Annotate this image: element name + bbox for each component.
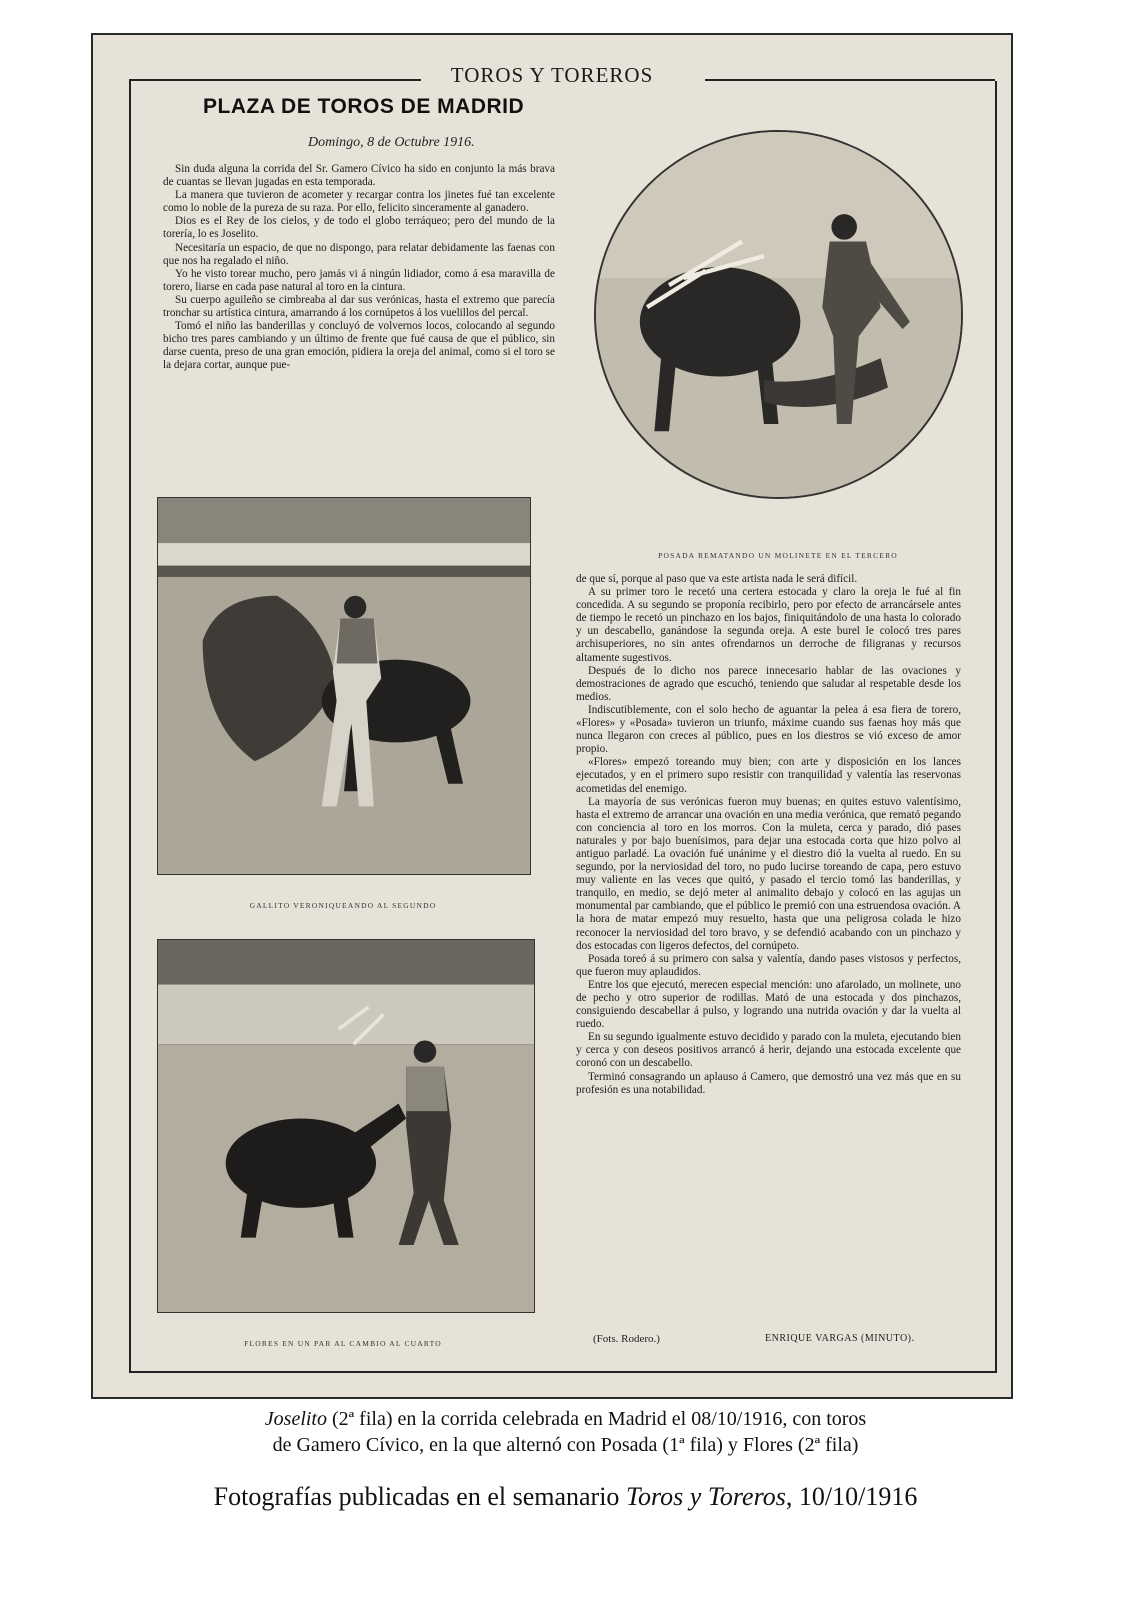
article-paragraph: Su cuerpo aguileño se cimbreaba al dar sus verónicas, hasta el extremo que parecía tronchar su artística cintura, amarrando á los cornúpetos á los vuelillos del percal. xyxy=(163,293,555,320)
left-column-text xyxy=(163,163,555,468)
newspaper-scan xyxy=(91,33,1013,1399)
article-paragraph: En su segundo igualmente estuvo decidido y parado con la muleta, ejecutando bien y cerca y con deseos positivos arrancó á herir, dejando una estocada excelente que coronó con un descabello. xyxy=(576,1031,961,1070)
masthead: TOROS Y TOREROS xyxy=(93,63,1011,88)
article-paragraph: Después de lo dicho nos parece innecesario hablar de las ovaciones y demostraciones de agrado que escuchó, teniendo que saludar al respetable desde los medios. xyxy=(576,664,961,703)
author-signature: ENRIQUE VARGAS (MINUTO). xyxy=(765,1333,915,1344)
article-paragraph: La manera que tuvieron de acometer y recargar contra los jinetes fué tan excelente como lo noble de la pureza de su raza. Por ello, felicito sinceramente al ganadero. xyxy=(163,189,555,215)
photo-gallito-veronica xyxy=(157,497,531,875)
article-paragraph: Yo he visto torear mucho, pero jamás vi á ningún lidiador, como á esa maravilla de torero, liarse en cada pase natural al toro en la cintura. xyxy=(163,267,555,293)
right-column-text xyxy=(576,573,961,1318)
caption-middle-photo: GALLITO VERONIQUEANDO AL SEGUNDO xyxy=(249,901,437,910)
article-paragraph: Sin duda alguna la corrida del Sr. Gamero Cívico ha sido en conjunto la más brava de cuantas se llevan jugadas en esta temporada. xyxy=(163,163,555,189)
article-paragraph: Dios es el Rey de los cielos, y de todo el globo terráqueo; pero del mundo de la torería, lo es Joselito. xyxy=(163,215,555,241)
article-paragraph: Tomó el niño las banderillas y concluyó de volvernos locos, colocando al segundo bicho tres pares cambiando y un último de frente que fué causa de que el público, sin darse cuenta, preso de una gran emoción, pidiera la oreja del animal, como si el toro se la dejara cortar, aunque pue- xyxy=(163,320,555,372)
article-paragraph: Terminó consagrando un aplauso á Camero, que demostró una vez más que en su profesión es una notabilidad. xyxy=(576,1070,961,1096)
photo-flores-par-al-cambio xyxy=(157,939,535,1313)
caption-bottom-photo: FLORES EN UN PAR AL CAMBIO AL CUARTO xyxy=(244,1339,442,1348)
article-headline: PLAZA DE TOROS DE MADRID xyxy=(203,95,525,118)
article-paragraph: de que sí, porque al paso que va este artista nada le será difícil. xyxy=(576,573,858,585)
photo-posada-molinete xyxy=(594,130,963,499)
article-paragraph: A su primer toro le recetó una certera estocada y claro la oreja le fué al fin concedida. A su segundo se proponía recibirlo, pero por efecto de arrancársele antes de tiempo le recetó un pinchazo en los bajos, finiquitándolo de una hasta lo colorado y un descabello, ganándose la segunda oreja. A este burel le colocó tres pares archisuperiores, no sin antes ofrendarnos un derroche de filigranas y recursos altamente sugestivos. xyxy=(576,586,961,664)
article-paragraph: Necesitaría un espacio, de que no dispongo, para relatar debidamente las faenas con que nos ha regalado el niño. xyxy=(163,241,555,267)
article-paragraph: Posada toreó á su primero con salsa y valentía, dando pases vistosos y perfectos, que fueron muy aplaudidos. xyxy=(576,952,961,978)
image-caption xyxy=(0,1406,1131,1458)
source-title: Fotografías publicadas en el semanario Toros y Toreros, 10/10/1916 xyxy=(213,1482,918,1511)
article-paragraph: «Flores» empezó toreando muy bien; con arte y disposición en los lances ejecutados, y en el primero supo resistir con tranquilidad y valentía las reservonas acometidas del enemigo. xyxy=(576,756,961,795)
article-paragraph: Indiscutiblemente, con el solo hecho de aguantar la pelea á esa fiera de torero, «Flores» y «Posada» tuvieron un triunfo, máxime cuando sus faenas hoy más que nunca llegaron con creces al público, pues en los diestros se vió exceso de amor propio. xyxy=(576,703,961,756)
caption-line-2: de Gamero Cívico, en la que alternó con Posada (1ª fila) y Flores (2ª fila) xyxy=(272,1434,859,1456)
article-paragraph: Entre los que ejecutó, merecen especial mención: uno afarolado, un molinete, uno de pecho y otro superior de rodillas. Mató de una estocada y dos pinchazos, consiguiendo descabellar á pulso, y logrando una nutrida ovación y dar la vuelta al ruedo. xyxy=(576,978,961,1031)
article-dateline: Domingo, 8 de Octubre 1916. xyxy=(308,135,475,150)
caption-line-1: Joselito (2ª fila) en la corrida celebrada en Madrid el 08/10/1916, con toros xyxy=(264,1408,867,1430)
article-paragraph: La mayoría de sus verónicas fueron muy buenas; en quites estuvo valentísimo, hasta el extremo de arrancar una ovación en una media verónica, que remató pegando con conciencia al toro en los morros. Con la muleta, cerca y parado, dió pases naturales y por bajo buenísimos, para dejar una estocada corta que hizo polvo al antiguo parladé. La ovación fué unánime y el diestro dió la vuelta al ruedo. En su segundo, por la nerviosidad del toro, no pudo lucirse toreando de capa, pero estuvo muy valiente en las veces que quitó, y pasado el tercio tomó las banderillas, y tranquilo, en medio, se dejó meter al animalito debajo y colocó en las agujas un monumental par cambiando, que el público le premió con una estruendosa ovación. A la hora de matar empezó muy resuelto, hasta que una peligrosa colada le hizo reconocer la nerviosidad del toro bravo, y se defendió acabando con un pinchazo y dos estocadas con ligeros defectos, del cornúpeto. xyxy=(576,795,961,952)
photo-credit: (Fots. Rodero.) xyxy=(593,1333,660,1345)
caption-circle-photo: POSADA REMATANDO UN MOLINETE EN EL TERCERO xyxy=(658,551,898,560)
